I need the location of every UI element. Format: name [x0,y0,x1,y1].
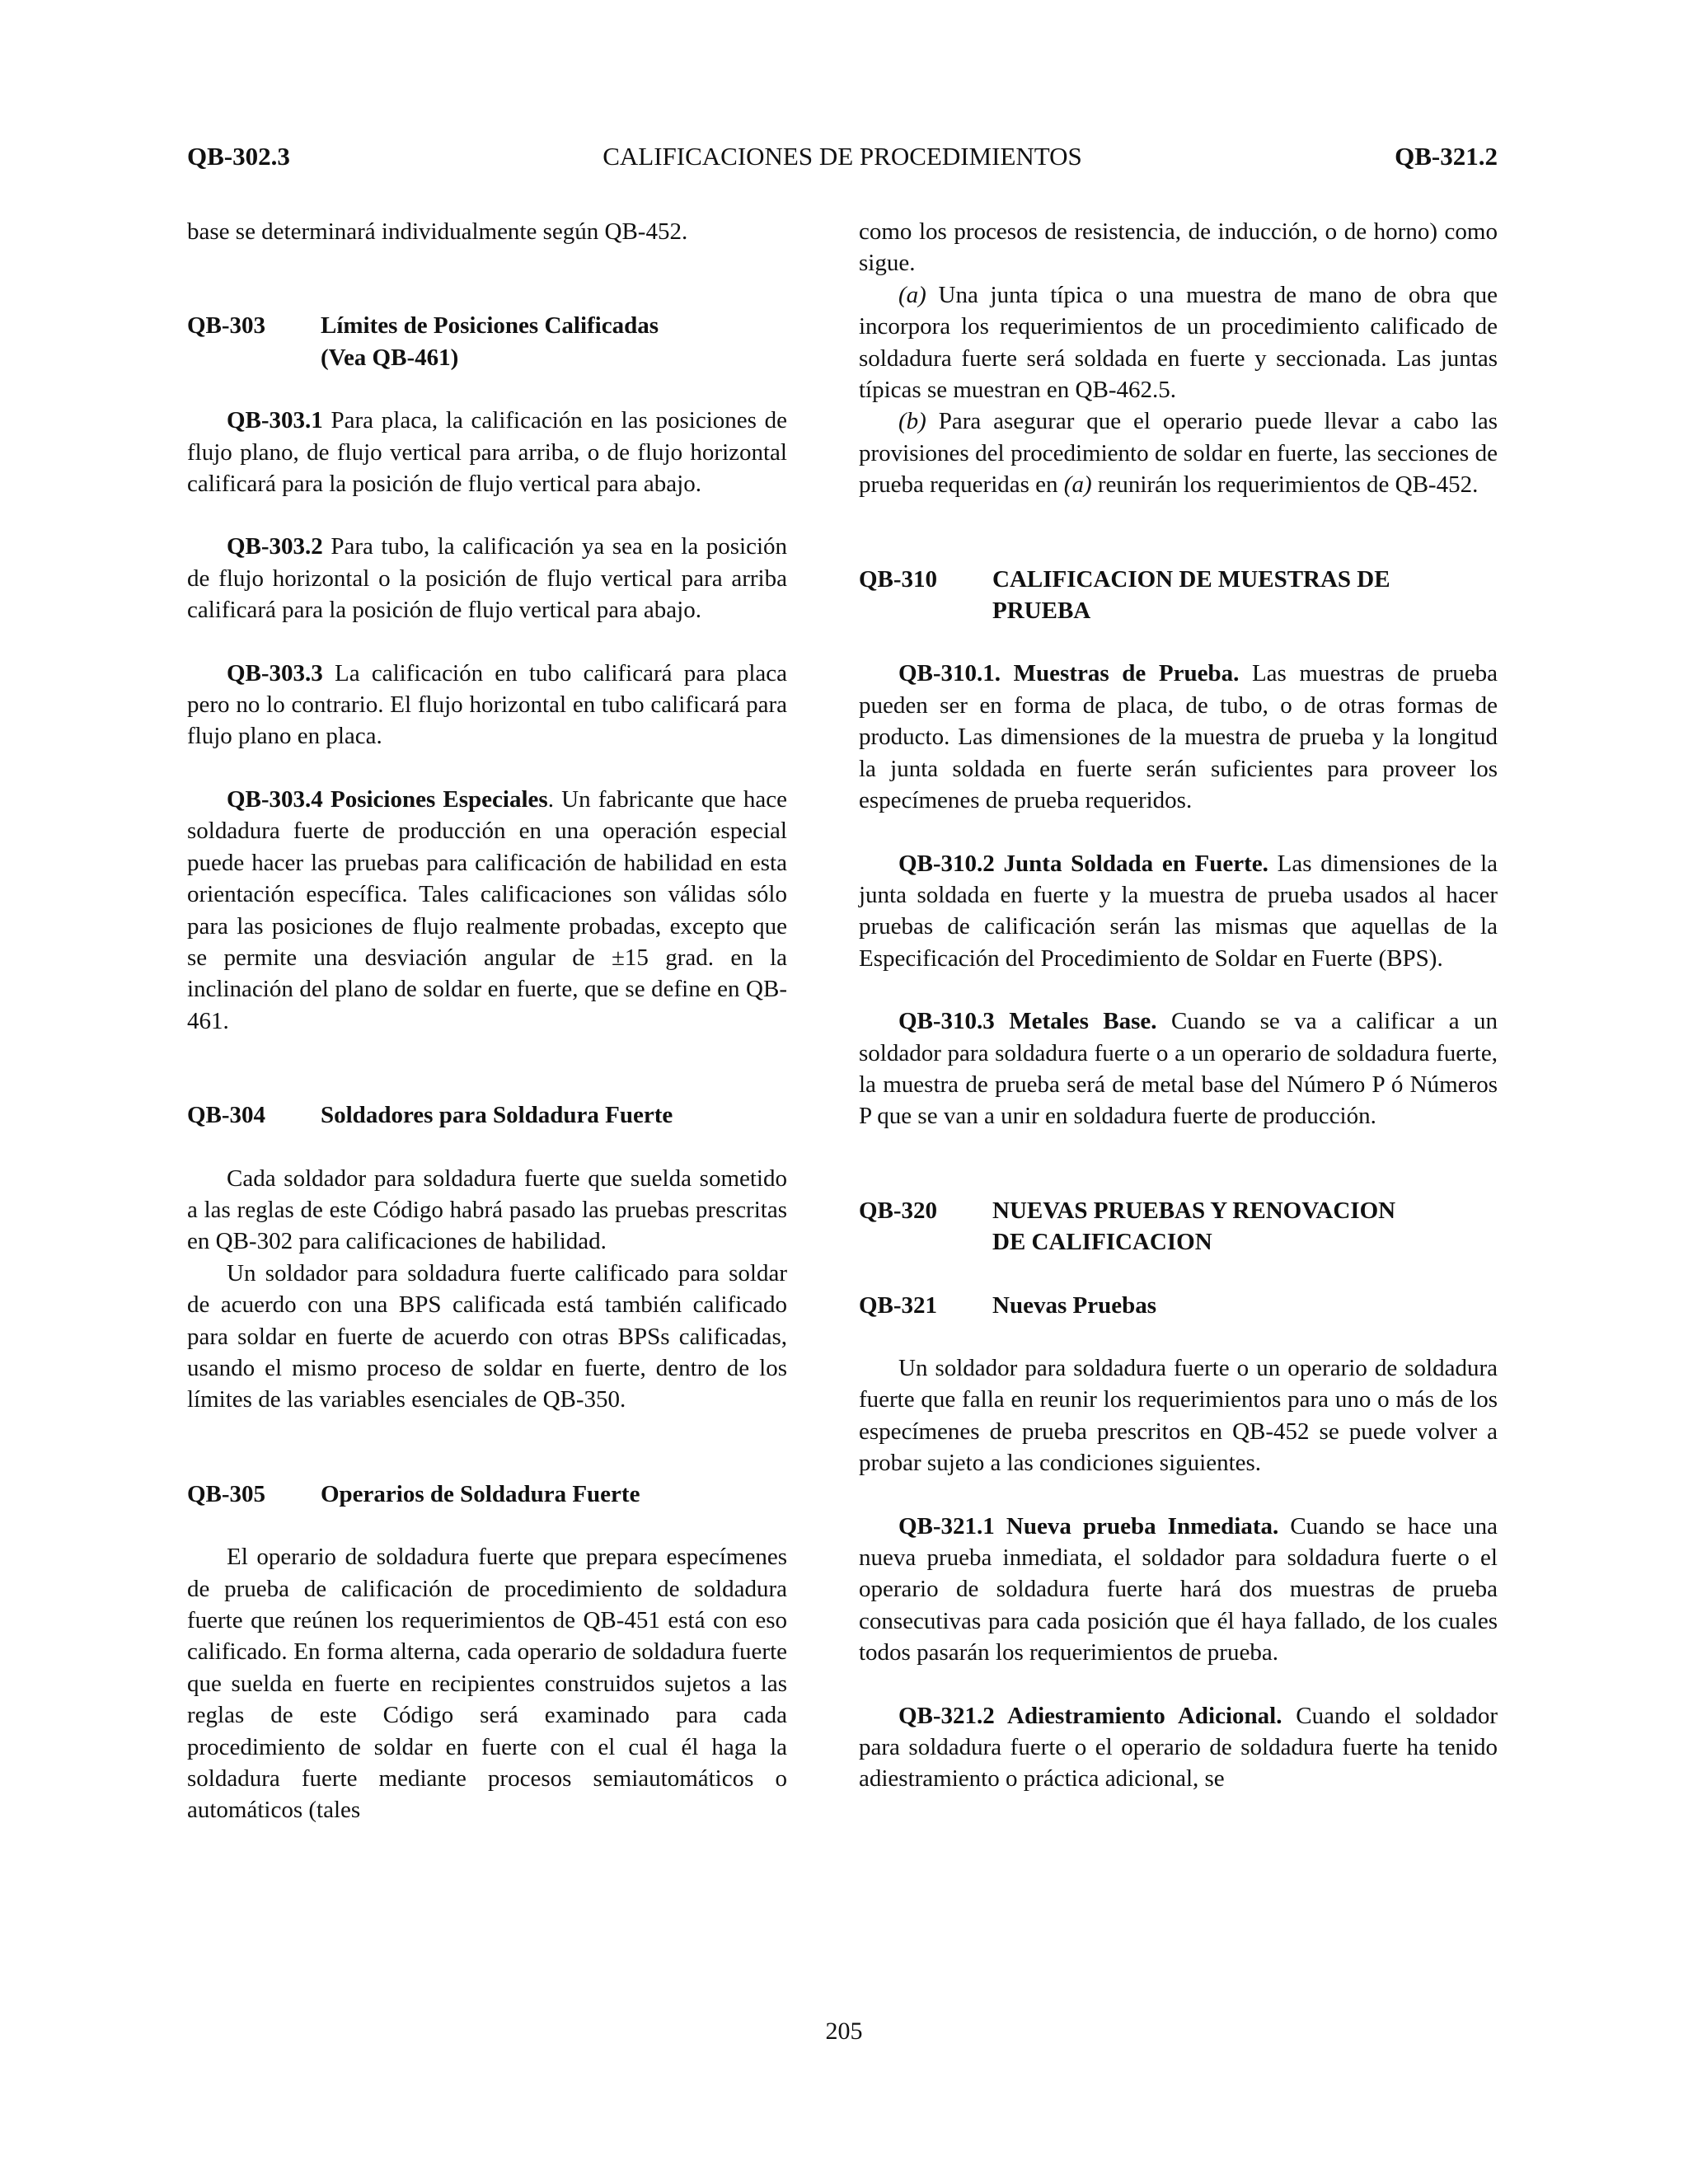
paragraph-qb304-b: Un soldador para soldadura fuerte calificado para soldar de acuerdo con una BPS calificada está también calificado para soldar en fuerte de acuerdo con otras BPSs calificadas, usando el mismo proceso de soldar en fuerte, dentro de los límites de las variables esenciales de QB-350. [187,1259,787,1413]
right-column [859,216,1498,1795]
section-title: CALIFICACION DE MUESTRAS DE PRUEBA [992,565,1390,625]
header-left-ref: QB-302.3 [187,142,290,171]
paragraph-qb310-2: QB-310.2 Junta Soldada en Fuerte. Las dimensiones de la junta soldada en fuerte y la muestra de prueba usados al hacer pruebas de calificación serán las mismas que aquellas de la Especificación del Procedimiento de Soldar en Fuerte (BPS). [859,850,1498,972]
section-number: QB-305 [187,1480,266,1507]
section-title: NUEVAS PRUEBAS Y RENOVACION DE CALIFICACION [992,1197,1396,1256]
section-heading-qb320 [859,1195,1498,1258]
paragraph-qb321-1: QB-321.1 Nueva prueba Inmediata. Cuando se hace una nueva prueba inmediata, el soldador para soldadura fuerte o el operario de soldadura fuerte hará dos muestras de prueba consecutivas para cada posición que él haya fallado, de los cuales todos pasarán los requerimientos de prueba. [859,1512,1498,1666]
left-column [187,216,787,1826]
paragraph-qb310-3: QB-310.3 Metales Base. Cuando se va a calificar a un soldador para soldadura fuerte o a un operario de soldadura fuerte, la muestra de prueba será de metal base del Número P ó Números P que se van a unir en soldadura fuerte de producción. [859,1008,1498,1130]
section-title: Soldadores para Soldadura Fuerte [321,1102,673,1129]
paragraph-qb303-1: QB-303.1 Para placa, la calificación en las posiciones de flujo plano, de flujo vertical para arriba, o de flujo horizontal calificará para la posición de flujo vertical para abajo. [187,407,787,498]
section-title: Nuevas Pruebas [992,1291,1156,1319]
section-heading-qb304 [187,1099,787,1131]
section-heading-qb305 [187,1479,787,1510]
section-heading-qb321 [859,1290,1498,1321]
section-number: QB-310 [859,565,938,593]
paragraph-qb303-3: QB-303.3 La calificación en tubo calificará para placa pero no lo contrario. El flujo horizontal en tubo calificará para flujo plano en placa. [187,659,787,750]
section-number: QB-304 [187,1102,266,1129]
header-right-ref: QB-321.2 [1395,142,1498,171]
paragraph-qb303-2: QB-303.2 Para tubo, la calificación ya sea en la posición de flujo horizontal o la posición de flujo vertical para arriba calificará para la posición de flujo vertical para abajo. [187,533,787,624]
paragraph-qb321: Un soldador para soldadura fuerte o un operario de soldadura fuerte que falla en reunir los requerimientos para uno o más de los especímenes de prueba prescritos en QB-452 se puede volver a probar sujeto a las condiciones siguientes. [859,1354,1498,1477]
section-heading-qb303 [187,310,787,373]
section-title: Operarios de Soldadura Fuerte [321,1480,640,1507]
paragraph-continuation: base se determinará individualmente según QB-452. [187,218,688,245]
page-number: 205 [825,2018,863,2045]
paragraph-qb305: El operario de soldadura fuerte que prepara especímenes de prueba de calificación de procedimiento de soldadura fuerte que reúnen los requerimientos de QB-451 está con eso calificado. En forma alterna, cada operario de soldadura fuerte que suelda en fuerte en recipientes construidos sujetos a las reglas de este Código será examinado para cada procedimiento de soldar en fuerte con el cual él haga la soldadura fuerte mediante procesos semiautomáticos o automáticos (tales [187,1544,787,1824]
section-heading-qb310 [859,564,1498,627]
paragraph-qb310-1: QB-310.1. Muestras de Prueba. Las muestras de prueba pueden ser en forma de placa, de tubo, o de otras formas de producto. Las dimensiones de la muestra de prueba y la longitud la junta soldada en fuerte serán suficientes para proveer los especímenes de prueba requeridos. [859,660,1498,814]
paragraph-item-b: (b) Para asegurar que el operario puede llevar a cabo las provisiones del procedimiento de soldar en fuerte, las secciones de prueba requeridas en (a) reunirán los requerimientos de QB-452. [859,408,1498,499]
paragraph-qb303-4: QB-303.4 Posiciones Especiales. Un fabricante que hace soldadura fuerte de producción en una operación especial puede hacer las pruebas para calificación de habilidad en esta orientación específica. Tales calificaciones son válidas sólo para las posiciones de flujo realmente probadas, excepto que se permite una desviación angular de ±15 grad. en la inclinación del plano de soldar en fuerte, que se define en QB-461. [187,785,787,1034]
paragraph-item-a: (a) Una junta típica o una muestra de mano de obra que incorpora los requerimientos de un procedimiento calificado de soldadura fuerte será soldada en fuerte y seccionada. Las juntas típicas se muestran en QB-462.5. [859,281,1498,404]
section-number: QB-321 [859,1291,938,1319]
paragraph-qb321-2: QB-321.2 Adiestramiento Adicional. Cuando el soldador para soldadura fuerte o el operario de soldadura fuerte ha tenido adiestramiento o práctica adicional, se [859,1702,1498,1793]
section-number: QB-320 [859,1197,938,1224]
paragraph-qb304-a: Cada soldador para soldadura fuerte que suelda sometido a las reglas de este Código habrá pasado las pruebas prescritas en QB-302 para calificaciones de habilidad. [187,1165,787,1255]
section-number: QB-303 [187,312,266,340]
running-header [187,142,1498,171]
paragraph-continuation: como los procesos de resistencia, de inducción, o de horno) como sigue. [859,218,1498,277]
section-title: Límites de Posiciones Calificadas (Vea QB-461) [321,312,659,371]
header-title: CALIFICACIONES DE PROCEDIMIENTOS [603,142,1082,171]
